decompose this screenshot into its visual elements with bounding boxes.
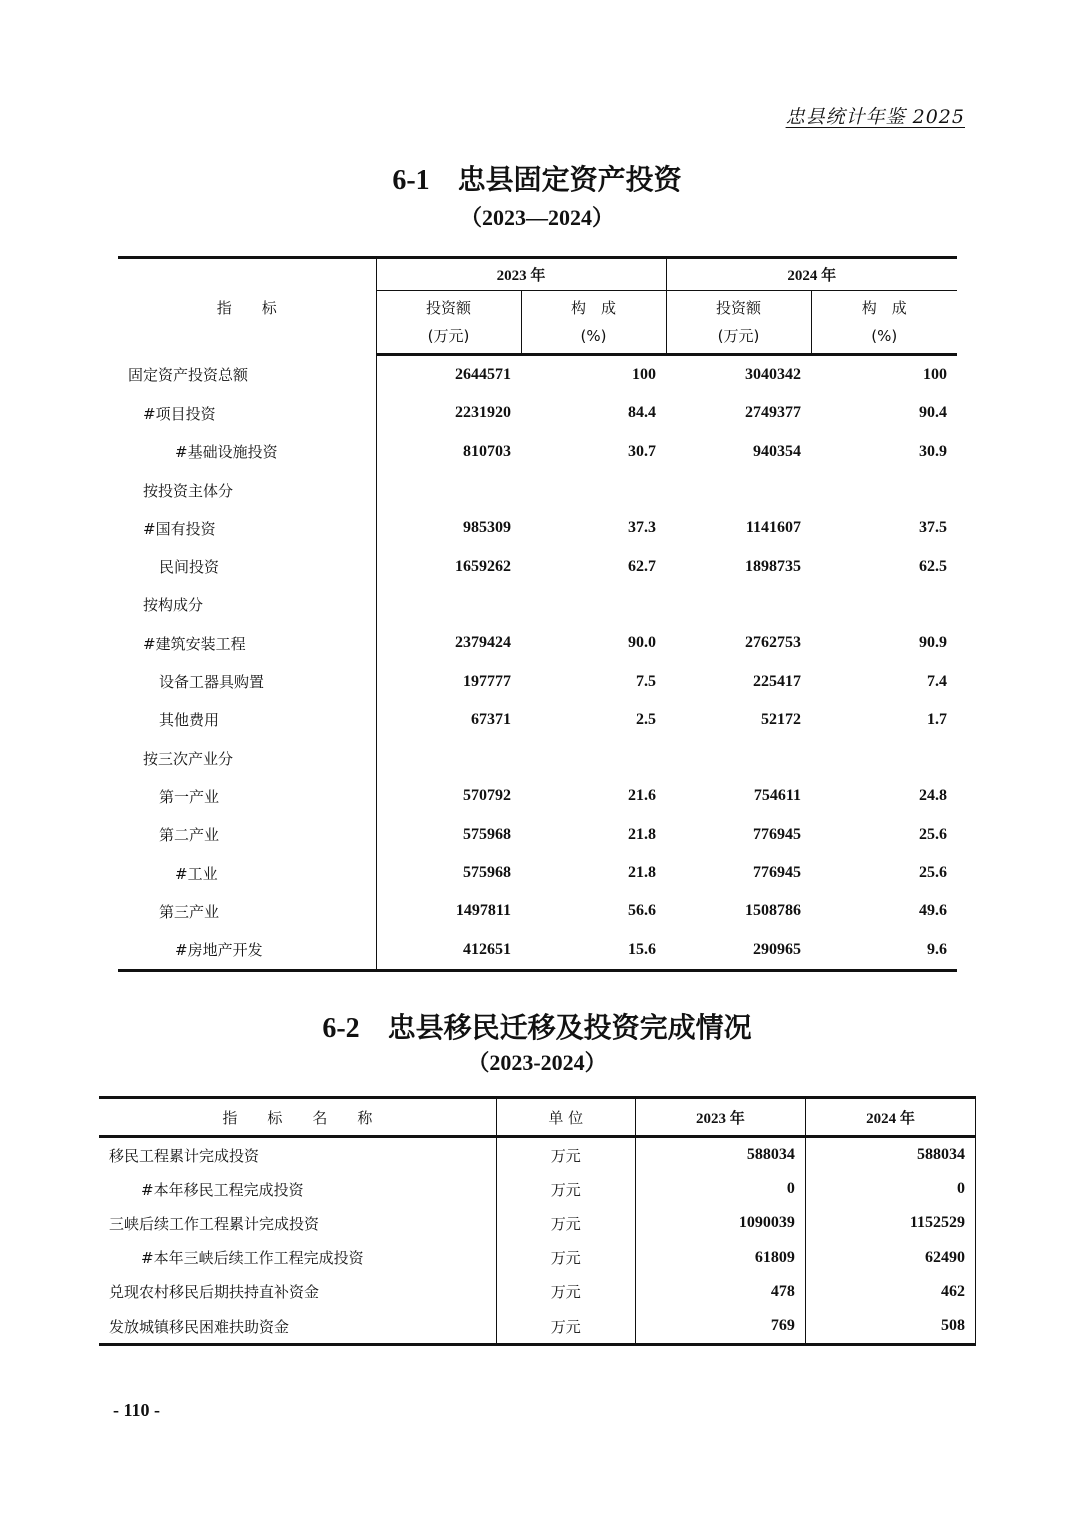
value-2024: 52172 xyxy=(761,710,801,728)
share-2024: 49.6 xyxy=(919,902,947,920)
share-2024: 90.4 xyxy=(919,404,947,422)
value-2024 xyxy=(666,471,811,509)
table-row xyxy=(118,739,957,777)
row-label: 第三产业 xyxy=(159,902,220,921)
row-label: 固定资产投资总额 xyxy=(128,365,249,384)
table1-title-text: 忠县固定资产投资 xyxy=(457,163,682,196)
header-year-2024 xyxy=(805,1098,975,1137)
table-row xyxy=(118,662,957,700)
table-row xyxy=(118,777,957,815)
share-2023: 15.6 xyxy=(521,930,666,970)
header-year-2024-text: 2024 年 xyxy=(866,1110,915,1127)
running-head: 忠县统计年鉴 2025 xyxy=(785,106,965,128)
share-2024: 9.6 xyxy=(811,930,957,970)
value-2023: 985309 xyxy=(376,509,521,547)
header-share-label: 构 成 xyxy=(570,299,616,317)
share-2024: 100 xyxy=(923,366,947,384)
share-2024: 24.8 xyxy=(919,787,947,805)
value-2023 xyxy=(376,586,521,624)
value-2023: 2231920 xyxy=(376,394,521,432)
value-2024: 0 xyxy=(805,1172,975,1206)
table2-title xyxy=(0,1006,1074,1046)
share-2023: 21.6 xyxy=(628,787,656,805)
unit: 万元 xyxy=(496,1309,635,1345)
table2-subtitle: （2023-2024） xyxy=(467,1050,607,1075)
unit: 万元 xyxy=(496,1206,635,1240)
value-2023: 1497811 xyxy=(376,892,521,930)
share-2024 xyxy=(811,739,957,777)
value-2023: 412651 xyxy=(376,930,521,970)
unit: 万元 xyxy=(496,1137,635,1173)
page-number: - 110 - xyxy=(113,1400,160,1420)
header-share-2024 xyxy=(811,291,957,355)
table-row xyxy=(118,701,957,739)
share-2023: 90.0 xyxy=(628,634,656,652)
header-amount-label: 投资额 xyxy=(715,299,761,317)
value-2023: 2644571 xyxy=(376,355,521,395)
value-2024: 2762753 xyxy=(745,634,801,652)
table1-number: 6-1 xyxy=(392,165,430,196)
share-2023: 2.5 xyxy=(636,710,656,728)
share-2023: 84.4 xyxy=(628,404,656,422)
value-2023: 1090039 xyxy=(635,1206,805,1240)
table-row xyxy=(99,1172,976,1206)
value-2024: 1152529 xyxy=(805,1206,975,1240)
table-row xyxy=(118,930,957,970)
table1-subtitle: （2023—2024） xyxy=(459,205,614,230)
share-2023: 21.8 xyxy=(628,864,656,881)
share-2023: 62.7 xyxy=(628,557,656,575)
table-row xyxy=(99,1309,976,1345)
table1-title xyxy=(0,158,1074,198)
value-2024: 225417 xyxy=(753,672,801,690)
row-label: #项目投资 xyxy=(143,404,216,423)
header-share-unit: (%) xyxy=(871,327,898,345)
value-2024 xyxy=(666,586,811,624)
share-2023: 30.7 xyxy=(628,442,656,460)
row-label: #本年三峡后续工作工程完成投资 xyxy=(141,1249,364,1268)
row-label: #基础设施投资 xyxy=(175,443,278,462)
row-label: 设备工器具购置 xyxy=(159,673,265,692)
share-2024: 1.7 xyxy=(927,710,947,728)
share-2023 xyxy=(521,586,666,624)
row-label: 三峡后续工作工程累计完成投资 xyxy=(109,1214,320,1233)
value-2023: 478 xyxy=(635,1275,805,1309)
value-2024: 1508786 xyxy=(745,902,801,920)
row-label: 第二产业 xyxy=(159,826,220,845)
row-label: 按构成分 xyxy=(143,596,204,615)
header-amount-unit: (万元) xyxy=(427,327,470,345)
fixed-asset-investment-table xyxy=(118,256,957,972)
value-2023: 197777 xyxy=(376,662,521,700)
value-2024: 1898735 xyxy=(745,557,801,575)
header-year-2023 xyxy=(635,1098,805,1137)
share-2023: 56.6 xyxy=(628,902,656,920)
share-2023 xyxy=(521,471,666,509)
resettlement-investment-table xyxy=(99,1096,976,1346)
share-2024: 25.6 xyxy=(919,864,947,881)
header-year-2024 xyxy=(666,258,957,291)
value-2024: 508 xyxy=(805,1309,975,1345)
table-row xyxy=(118,509,957,547)
share-2023: 100 xyxy=(632,366,656,384)
table-row xyxy=(99,1206,976,1240)
row-label: 其他费用 xyxy=(159,711,220,730)
header-unit: 单 位 xyxy=(496,1098,635,1137)
value-2023: 769 xyxy=(635,1309,805,1345)
share-2024: 90.9 xyxy=(919,634,947,652)
table-row xyxy=(99,1241,976,1275)
table-row xyxy=(118,433,957,471)
value-2023: 810703 xyxy=(376,433,521,471)
table-row xyxy=(118,394,957,432)
value-2023: 575968 xyxy=(376,854,521,892)
header-year-2023 xyxy=(376,258,666,291)
row-label: 按投资主体分 xyxy=(143,481,234,500)
value-2023: 2379424 xyxy=(376,624,521,662)
share-2023: 37.3 xyxy=(628,519,656,537)
value-2024: 754611 xyxy=(753,787,801,805)
value-2024: 1141607 xyxy=(745,519,801,537)
share-2024: 30.9 xyxy=(919,442,947,460)
value-2024: 290965 xyxy=(666,930,811,970)
table-row xyxy=(118,547,957,585)
value-2024: 2749377 xyxy=(745,404,801,422)
row-label: 发放城镇移民困难扶助资金 xyxy=(99,1309,496,1345)
value-2023: 61809 xyxy=(635,1241,805,1275)
value-2024: 462 xyxy=(805,1275,975,1309)
table-row xyxy=(118,471,957,509)
share-2024: 62.5 xyxy=(919,557,947,575)
share-2023 xyxy=(521,739,666,777)
unit: 万元 xyxy=(496,1241,635,1275)
row-label: 民间投资 xyxy=(159,558,220,577)
table-row xyxy=(118,816,957,854)
value-2023 xyxy=(376,739,521,777)
share-2024: 25.6 xyxy=(919,825,947,843)
value-2023: 1659262 xyxy=(376,547,521,585)
table-row xyxy=(118,586,957,624)
value-2024: 3040342 xyxy=(745,366,801,384)
value-2023: 588034 xyxy=(635,1137,805,1173)
header-indicator-name: 指 标 名 称 xyxy=(99,1098,496,1137)
table-row xyxy=(118,854,957,892)
value-2023: 0 xyxy=(635,1172,805,1206)
row-label: 按三次产业分 xyxy=(143,749,234,768)
header-amount-2023 xyxy=(376,291,521,355)
row-label: #工业 xyxy=(175,864,218,883)
header-share-label: 构 成 xyxy=(861,299,907,317)
unit: 万元 xyxy=(496,1275,635,1309)
value-2023: 570792 xyxy=(376,777,521,815)
value-2024: 62490 xyxy=(805,1241,975,1275)
value-2024: 588034 xyxy=(805,1137,975,1173)
header-amount-unit: (万元) xyxy=(717,327,760,345)
header-year-2023-text: 2023 年 xyxy=(695,1110,745,1127)
share-2023: 21.8 xyxy=(628,825,656,843)
share-2024 xyxy=(811,471,957,509)
value-2023: 575968 xyxy=(376,816,521,854)
row-label: 移民工程累计完成投资 xyxy=(109,1146,260,1165)
header-amount-2024 xyxy=(666,291,811,355)
table2-number: 6-2 xyxy=(322,1013,360,1044)
table-row xyxy=(118,624,957,662)
header-year-2023-text: 2023 年 xyxy=(496,268,546,284)
value-2023 xyxy=(376,471,521,509)
row-label: #建筑安装工程 xyxy=(143,634,246,653)
header-indicator: 指 标 xyxy=(118,258,376,355)
row-label: #房地产开发 xyxy=(118,930,376,970)
share-2024 xyxy=(811,586,957,624)
row-label: 第一产业 xyxy=(159,787,220,806)
table-row xyxy=(118,355,957,395)
value-2024 xyxy=(666,739,811,777)
row-label: #本年移民工程完成投资 xyxy=(141,1180,304,1199)
share-2024: 37.5 xyxy=(919,519,947,537)
table-row xyxy=(99,1137,976,1173)
header-share-2023 xyxy=(521,291,666,355)
table-row xyxy=(99,1275,976,1309)
header-share-unit: (%) xyxy=(580,327,607,345)
table-row xyxy=(118,892,957,930)
row-label: #国有投资 xyxy=(143,519,216,538)
share-2024: 7.4 xyxy=(927,672,947,690)
value-2024: 776945 xyxy=(753,825,801,843)
value-2024: 776945 xyxy=(753,864,801,881)
unit: 万元 xyxy=(496,1172,635,1206)
share-2023: 7.5 xyxy=(636,672,656,690)
value-2024: 940354 xyxy=(753,442,801,460)
row-label: 兑现农村移民后期扶持直补资金 xyxy=(109,1283,320,1302)
header-amount-label: 投资额 xyxy=(425,299,471,317)
header-year-2024-text: 2024 年 xyxy=(787,268,837,284)
table2-title-text: 忠县移民迁移及投资完成情况 xyxy=(387,1011,752,1044)
value-2023: 67371 xyxy=(376,701,521,739)
